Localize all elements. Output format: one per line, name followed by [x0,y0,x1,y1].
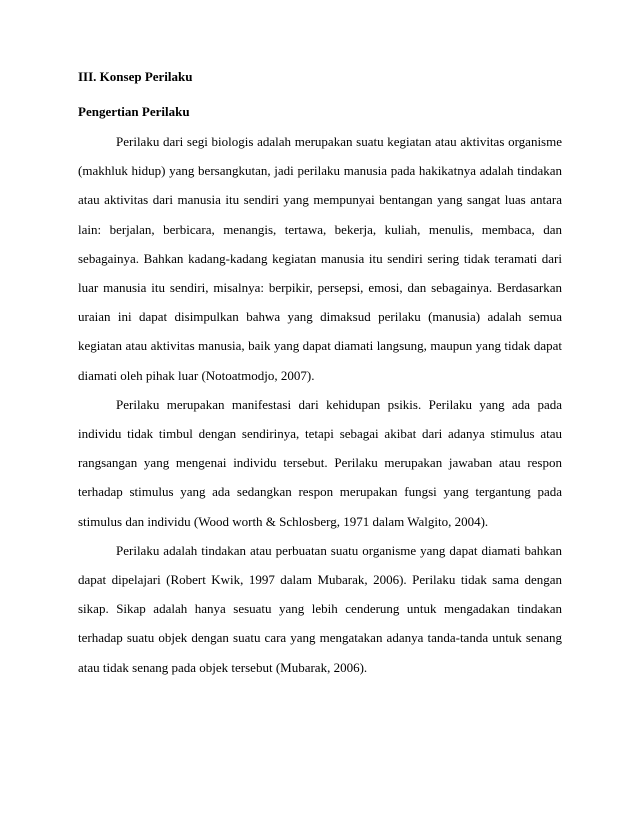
paragraph-3: Perilaku adalah tindakan atau perbuatan suatu organisme yang dapat diamati bahkan dapat dipelajari (Robert Kwik, 1997 dalam Mubarak, 2006). Perilaku tidak sama dengan sikap. Sikap adalah hanya sesuatu yang lebih cenderung untuk mengadakan tindakan terhadap suatu objek dengan suatu cara yang mengatakan adanya tanda-tanda untuk senang atau tidak senang pada objek tersebut (Mubarak, 2006). [78,542,562,675]
paragraph-1: Perilaku dari segi biologis adalah merupakan suatu kegiatan atau aktivitas organisme (makhluk hidup) yang bersangkutan, jadi perilaku manusia pada hakikatnya adalah tindakan atau aktivitas dari manusia itu sendiri yang mempunyai bentangan yang sangat luas antara lain: berjalan, berbicara, menangis, tertawa, bekerja, kuliah, menulis, membaca, dan sebagainya. Bahkan kadang-kadang kegiatan manusia itu sendiri sering tidak teramati dari luar manusia itu sendiri, misalnya: berpikir, persepsi, emosi, dan sebagainya. Berdasarkan uraian ini dapat disimpulkan bahwa yang dimaksud perilaku (manusia) adalah semua kegiatan atau aktivitas manusia, baik yang dapat diamati langsung, maupun yang tidak dapat diamati oleh pihak luar (Notoatmodjo, 2007). [78,134,562,383]
section-title: III. Konsep Perilaku [78,69,193,84]
paragraph-2: Perilaku merupakan manifestasi dari kehidupan psikis. Perilaku yang ada pada individu tidak timbul dengan sendirinya, tetapi sebagai akibat dari adanya stimulus atau rangsangan yang mengenai individu tersebut. Perilaku merupakan jawaban atau respon terhadap stimulus yang ada sedangkan respon merupakan fungsi yang tergantung pada stimulus dan individu (Wood worth & Schlosberg, 1971 dalam Walgito, 2004). [78,396,562,529]
subsection-title: Pengertian Perilaku [78,104,190,119]
document-body [78,64,562,682]
